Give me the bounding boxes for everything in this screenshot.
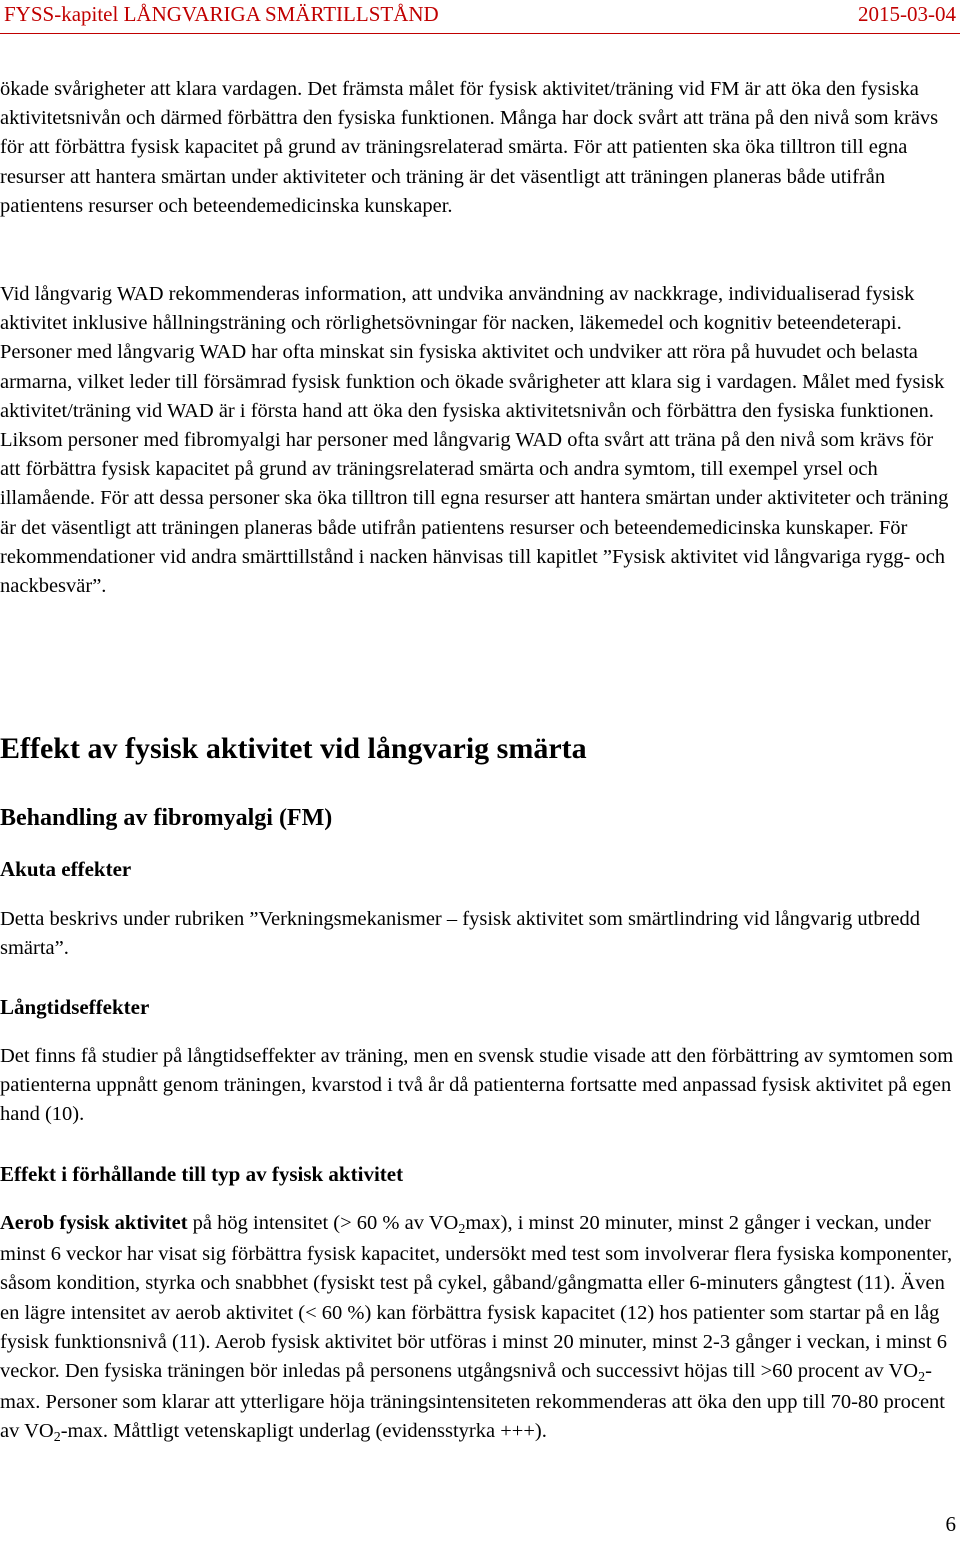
paragraph-acute-effects: Detta beskrivs under rubriken ”Verkningsmekanismer – fysisk aktivitet som smärtlindring vid långvarig utbredd smärta”. <box>0 908 921 960</box>
paragraph-aerobic-activity: Aerob fysisk aktivitet på hög intensitet (> 60 % av VO2max), i minst 20 minuter, minst 2 gånger i veckan, under minst 6 veckor har visat sig förbättra fysisk kapacitet, undersökt med test som involverar flera fysiska komponenter, såsom kondition, styrka och snabbhet (fysiskt test på cykel, gåband/gångmatta eller 6-minuters gångtest (11). Även en lägre intensitet av aerob aktivitet (< 60 %) kan förbättra fysisk kapacitet (12) hos patienter som startar på en låg fysisk funktionsnivå (11). Aerob fysisk aktivitet bör utföras i minst 20 minuter, minst 2-3 gånger i veckan, i minst 6 veckor. Den fysiska träningen bör inledas på personens utgångsnivå och successivt höjas till >60 procent av VO2-max. Personer som klarar att ytterligare höja träningsintensiteten rekommenderas att öka den upp till 70-80 procent av VO2-max. Måttligt vetenskapligt underlag (evidensstyrka +++). <box>0 1212 953 1446</box>
paragraph-long-term-effects: Det finns få studier på långtidseffekter av träning, men en svensk studie visade att den förbättring av symtomen som patienterna uppnått genom träningen, kvarstod i två år då patienterna fortsatte med anpassad fysisk aktivitet på egen hand (10). <box>0 1045 954 1126</box>
heading-activity-type: Effekt i förhållande till typ av fysisk aktivitet <box>0 1162 404 1186</box>
header-title: FYSS-kapitel LÅNGVARIGA SMÄRTILLSTÅND <box>4 2 439 26</box>
paragraph-wad: Vid långvarig WAD rekommenderas information, att undvika användning av nackkrage, individualiserad fysisk aktivitet inklusive hållningsträning och rörlighetsövningar för nacken, läkemedel och kognitiv beteendeterapi. Personer med långvarig WAD har ofta minskat sin fysiska aktivitet och undviker att röra på huvudet och belasta armarna, vilket leder till försämrad fysisk funktion och ökade svårigheter att klara sig i vardagen. Målet med fysisk aktivitet/träning vid WAD är i första hand att öka den fysiska aktivitetsnivån och förbättra den fysiska funktionen. Liksom personer med fibromyalgi har personer med långvarig WAD ofta svårt att träna på den nivå som krävs för att förbättra fysisk kapacitet på grund av träningsrelaterad smärta och andra symtom, till exempel yrsel och illamående. För att dessa personer ska öka tilltron till egna resurser att hantera smärtan under aktiviteter och träning är det väsentligt att träningen planeras både utifrån patientens resurser och beteendemedicinska kunskaper. För rekommendationer vid andra smärttillstånd i nacken hänvisas till kapitlet ”Fysisk aktivitet vid långvariga rygg- och nackbesvär”. <box>0 283 949 598</box>
heading-acute-effects: Akuta effekter <box>0 857 132 881</box>
page-header <box>0 0 960 34</box>
page-number: 6 <box>945 1512 956 1536</box>
paragraph-fm-goals: ökade svårigheter att klara vardagen. Det främsta målet för fysisk aktivitet/träning vid FM är att öka den fysiska aktivitetsnivån och därmed förbättra den fysiska funktionen. Många har dock svårt att träna på den nivå som krävs för att förbättra fysisk kapacitet på grund av träningsrelaterad smärta. För att patienten ska öka tilltron till egna resurser att hantera smärtan under aktiviteter och träning är det väsentligt att träningen planeras både utifrån patientens resurser och beteendemedicinska kunskaper. <box>0 78 939 217</box>
aerobic-lead-text: Aerob fysisk aktivitet <box>0 1212 188 1234</box>
subsection-heading-fibromyalgia: Behandling av fibromyalgi (FM) <box>0 805 333 831</box>
section-heading-effect: Effekt av fysisk aktivitet vid långvarig smärta <box>0 732 587 765</box>
heading-long-term-effects: Långtidseffekter <box>0 995 150 1019</box>
header-date: 2015-03-04 <box>858 2 956 26</box>
